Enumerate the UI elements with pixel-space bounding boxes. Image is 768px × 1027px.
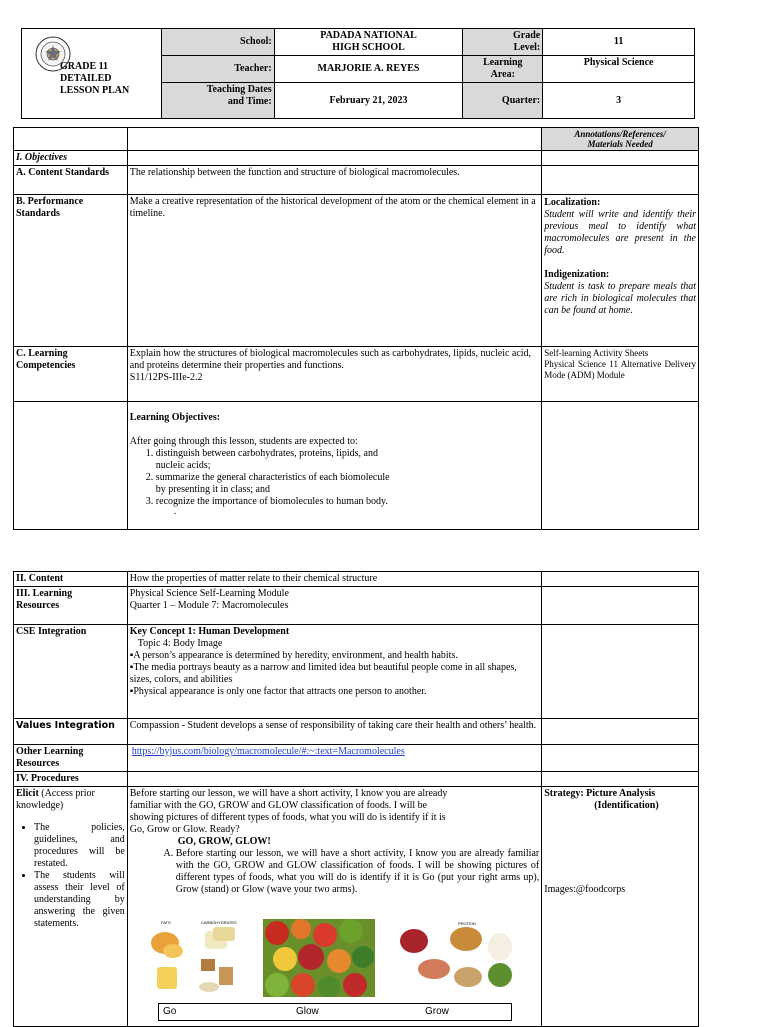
elicit-bullet: • The policies, guidelines, and procedures will be restated. — [34, 822, 125, 870]
procedures-heading: IV. Procedures — [14, 772, 128, 787]
elicit-activity: Before starting our lesson, we will have a short activity, I know you are already familiar with the GO, GROW and GLOW classification of foods. I will be showing pictures of different types of foods, what you will do is identify if it is Go, Grow or Glow. Ready? GO, GROW, GLOW! A. Before starting our lesson, we will have a short activity, I know you are already familiar with the GO, GROW and GLOW classification of foods. I will be showing pictures of different types of foods, what you will do is identify if it is Go (put your right arms up), Grow (stand) or Glow (wave your two arms). — [127, 787, 541, 1027]
other-resources-label: Other Learning Resources — [14, 745, 128, 772]
lesson-plan-title: GRADE 11 DETAILED LESSON PLAN — [22, 29, 162, 119]
learning-resources-label: III. Learning Resources — [14, 587, 128, 625]
objectives-table — [13, 127, 699, 530]
elicit-label: Elicit — [16, 788, 39, 799]
content-text: How the properties of matter relate to their chemical structure — [127, 572, 541, 587]
objective-item: 1. distinguish between carbohydrates, proteins, lipids, and nucleic acids; — [156, 448, 391, 472]
learning-resources-text: Physical Science Self-Learning Module Quarter 1 – Module 7: Macromolecules — [127, 587, 541, 625]
performance-standards-label: B. Performance Standards — [14, 195, 128, 347]
images-credit: Images:@foodcorps — [544, 884, 626, 895]
quarter-value: 3 — [543, 83, 695, 119]
annotations-header: Annotations/References/ Materials Needed — [542, 128, 699, 151]
fats-label: FATS — [161, 920, 171, 925]
glow-foods-image — [263, 919, 375, 997]
values-integration-text: Compassion - Student develops a sense of responsibility of taking care their health and others’ health. — [127, 719, 541, 745]
competencies-references: Self-learning Activity Sheets Physical Science 11 Alternative Delivery Mode (ADM) Module — [542, 347, 699, 402]
glow-label: Glow — [296, 1006, 319, 1017]
learning-area-label: Learning Area: — [463, 56, 543, 83]
learning-area-value: Physical Science — [543, 56, 695, 83]
school-label: School: — [161, 29, 274, 56]
school-value: PADADA NATIONAL HIGH SCHOOL — [274, 29, 463, 56]
values-integration-label: Values Integration — [14, 719, 128, 745]
content-standards-text: The relationship between the function and structure of biological macromolecules. — [127, 166, 541, 195]
cse-integration-label: CSE Integration — [14, 625, 128, 719]
quarter-label: Quarter: — [463, 83, 543, 119]
protein-label: PROTEIN — [458, 921, 476, 926]
go-glow-grow-labels — [158, 1003, 512, 1021]
teacher-label: Teacher: — [161, 56, 274, 83]
lesson-plan-header — [21, 28, 695, 119]
go-label: Go — [163, 1006, 177, 1017]
elicit-annotations: Strategy: Picture Analysis (Identification) Images:@foodcorps — [542, 787, 699, 1027]
grade-level-value: 11 — [543, 29, 695, 56]
learning-competencies-text: Explain how the structures of biological macromolecules such as carbohydrates, lipids, nucleic acid, and proteins determine their properties and functions. S11/12PS-IIIe-2.2 — [127, 347, 541, 402]
grow-foods-image — [388, 917, 528, 999]
learning-competencies-label: C. Learning Competencies — [14, 347, 128, 402]
content-label: II. Content — [14, 572, 128, 587]
cse-bullet: ▪Physical appearance is only one factor that attracts one person to another. — [129, 686, 427, 697]
cse-integration-text: Key Concept 1: Human Development Topic 4: Body Image ▪A person’s appearance is determined by heredity, environment, and health habits. ▪The media portrays beauty as a narrow and limited idea but beautiful people come in all shapes, sizes, colors, and abilities ▪Physical appearance is only one factor that attracts one person to another. — [127, 625, 541, 719]
go-foods-image — [143, 915, 251, 997]
teacher-value: MARJORIE A. REYES — [274, 56, 463, 83]
carbohydrates-label: CARBOHYDRATES — [201, 920, 237, 925]
cse-bullet: ▪A person’s appearance is determined by heredity, environment, and health habits. — [129, 650, 458, 661]
grow-label: Grow — [425, 1006, 449, 1017]
cse-bullet: ▪The media portrays beauty as a narrow and limited idea but beautiful people come in all shapes, — [129, 662, 517, 673]
content-standards-label: A. Content Standards — [14, 166, 128, 195]
objectives-heading: I. Objectives — [14, 151, 128, 166]
objective-item: 3. recognize the importance of biomolecules to human body. — [156, 496, 456, 508]
grade-level-label: Grade Level: — [463, 29, 543, 56]
elicit-bullet: • The students will assess their level of understanding by answering the given statements. — [34, 870, 125, 930]
elicit-column: Elicit (Access prior knowledge) • The policies, guidelines, and procedures will be restated. • The students will assess their level of understanding by answering the given statements. — [14, 787, 128, 1027]
activity-item: A. Before starting our lesson, we will have a short activity, I know you are already familiar with the GO, GROW and GLOW classification of foods. I will be showing pictures of different types of foods, what you will do is identify if it is Go (put your right arms up), Grow (stand) or Glow (wave your two arms). — [176, 848, 539, 896]
activity-title: GO, GROW, GLOW! — [177, 836, 271, 847]
performance-standards-text: Make a creative representation of the historical development of the atom or the chemical element in a timeline. — [127, 195, 541, 347]
teaching-dates-label: Teaching Dates and Time: — [161, 83, 274, 119]
teaching-dates-value: February 21, 2023 — [274, 83, 463, 119]
objective-item: 2. summarize the general characteristics of each biomolecule by presenting it in class; and — [156, 472, 391, 496]
macromolecule-reference-link[interactable]: https://byjus.com/biology/macromolecule/#:~:text=Macromolecules — [131, 746, 405, 757]
learning-objectives: Learning Objectives: After going through this lesson, students are expected to: 1. distinguish between carbohydrates, proteins, lipids, and nucleic acids; 2. summarize the general characteristics of each biomolecule by presenting it in class; and 3. recognize the importance of biomolecules to human body. . — [127, 402, 541, 530]
localization-note: Localization: Student will write and identify their previous meal to identify what macromolecules are present in the food. Indigenization: Student is task to prepare meals that are rich in biological molecules that can be found at home. — [542, 195, 699, 347]
